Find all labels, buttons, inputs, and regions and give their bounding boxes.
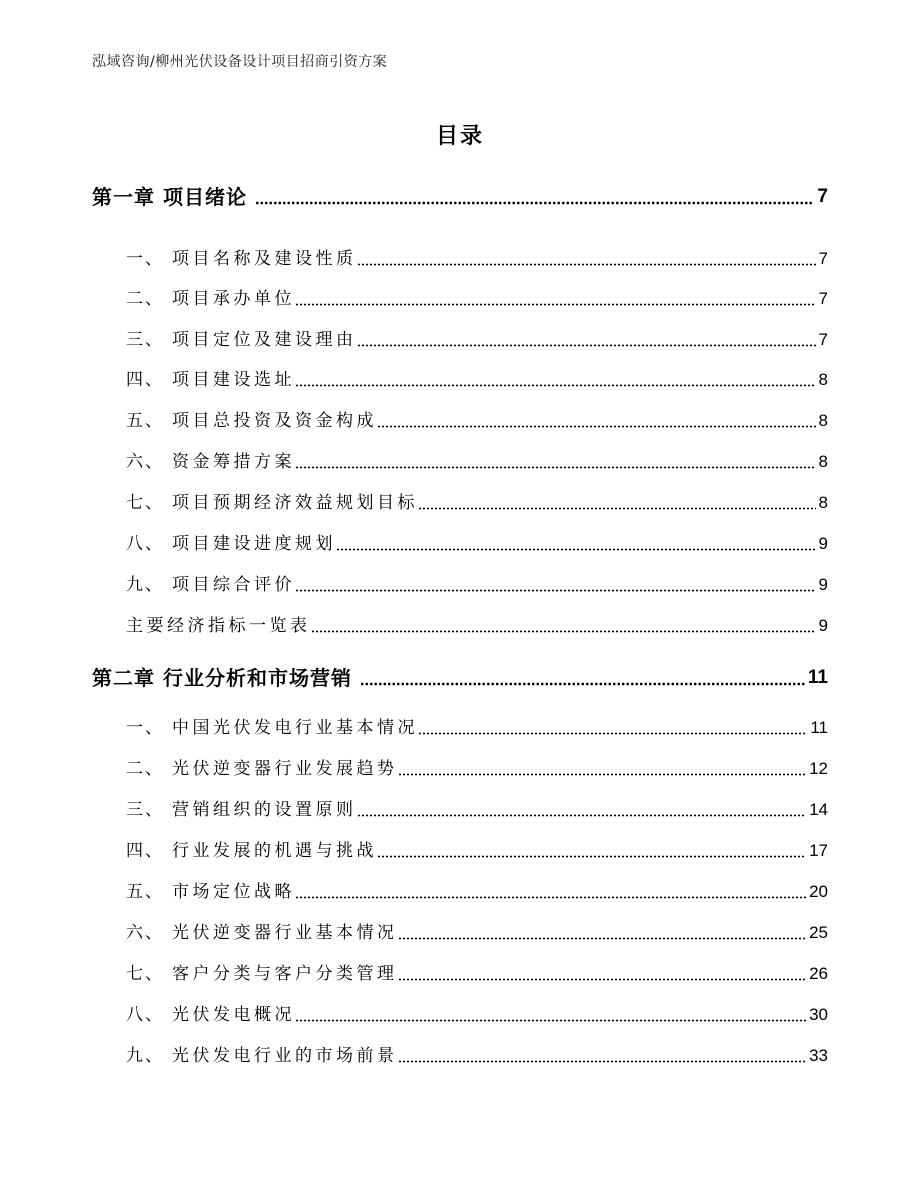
dot-leader	[255, 183, 814, 211]
entry-text: 光伏逆变器行业发展趋势	[172, 759, 398, 779]
dot-leader	[377, 839, 806, 863]
entry-number: 七、	[126, 493, 164, 513]
toc-entry	[126, 328, 828, 352]
entry-number: 四、	[126, 370, 164, 390]
toc-entry	[126, 614, 828, 638]
page-number: 33	[809, 1046, 828, 1065]
toc-entry	[126, 798, 828, 822]
entry-text: 中国光伏发电行业基本情况	[172, 718, 418, 738]
page-number: 12	[809, 759, 828, 778]
entry-text: 光伏发电概况	[172, 1005, 295, 1025]
page-number: 7	[818, 289, 828, 308]
page-header: 泓域咨询/柳州光伏设备设计项目招商引资方案	[92, 54, 388, 70]
entry-number: 二、	[126, 289, 164, 309]
dot-leader	[398, 757, 807, 781]
page-number: 8	[818, 493, 828, 512]
toc-entry	[126, 247, 828, 271]
toc-entry	[126, 1044, 828, 1068]
dot-leader	[357, 247, 816, 271]
entry-number: 九、	[126, 1046, 164, 1066]
toc-entry	[126, 716, 828, 740]
dot-leader	[357, 798, 807, 822]
toc-entry	[126, 962, 828, 986]
toc-chapter-2	[92, 664, 828, 692]
toc-entry	[126, 450, 828, 474]
dot-leader	[295, 287, 816, 311]
toc-entry	[126, 921, 828, 945]
dot-leader	[398, 921, 807, 945]
dot-leader	[336, 532, 816, 556]
page-number: 14	[809, 800, 828, 819]
entry-number: 七、	[126, 964, 164, 984]
entry-number: 四、	[126, 841, 164, 861]
dot-leader	[418, 716, 807, 740]
chapter-label: 第二章 行业分析和市场营销	[92, 666, 352, 690]
entry-text: 营销组织的设置原则	[172, 800, 357, 820]
dot-leader	[295, 1003, 806, 1027]
page-number: 7	[818, 330, 828, 349]
toc-entry	[126, 532, 828, 556]
dot-leader	[311, 614, 816, 638]
page-number: 17	[809, 841, 828, 860]
page-number: 7	[817, 186, 828, 207]
dot-leader	[418, 491, 816, 515]
page-number: 8	[818, 370, 828, 389]
dot-leader	[295, 880, 806, 904]
toc-entry	[126, 757, 828, 781]
entry-text: 客户分类与客户分类管理	[172, 964, 398, 984]
page-number: 26	[809, 964, 828, 983]
toc-entry	[126, 287, 828, 311]
toc-entry	[126, 491, 828, 515]
page-number: 30	[809, 1005, 828, 1024]
page-number: 11	[810, 718, 828, 737]
dot-leader	[377, 409, 816, 433]
entry-number: 三、	[126, 800, 164, 820]
page-number: 7	[818, 249, 828, 268]
page-number: 9	[818, 575, 828, 594]
entry-text: 项目承办单位	[172, 289, 295, 309]
page-number: 25	[809, 923, 828, 942]
dot-leader	[295, 450, 816, 474]
entry-number: 五、	[126, 882, 164, 902]
entry-text: 光伏发电行业的市场前景	[172, 1046, 398, 1066]
toc-entry	[126, 1003, 828, 1027]
entry-text: 项目综合评价	[172, 575, 295, 595]
toc-entry	[126, 409, 828, 433]
dot-leader	[360, 664, 805, 692]
page-number: 9	[818, 534, 828, 553]
toc-title: 目录	[435, 124, 484, 149]
toc-entry	[126, 573, 828, 597]
entry-number: 一、	[126, 718, 164, 738]
dot-leader	[398, 962, 807, 986]
entry-text: 行业发展的机遇与挑战	[172, 841, 377, 861]
entry-number: 二、	[126, 759, 164, 779]
dot-leader	[357, 328, 816, 352]
entry-number: 三、	[126, 330, 164, 350]
chapter-label: 第一章 项目绪论	[92, 185, 247, 209]
page-number: 9	[818, 616, 828, 635]
entry-number: 六、	[126, 452, 164, 472]
entry-text: 资金筹措方案	[172, 452, 295, 472]
page-number: 8	[818, 452, 828, 471]
toc-entry	[126, 880, 828, 904]
entry-text: 主要经济指标一览表	[126, 616, 311, 636]
page-number: 11	[807, 667, 828, 688]
entry-number: 八、	[126, 1005, 164, 1025]
entry-text: 项目名称及建设性质	[172, 249, 357, 269]
toc-entry	[126, 368, 828, 392]
entry-text: 市场定位战略	[172, 882, 295, 902]
entry-number: 八、	[126, 534, 164, 554]
page-number: 20	[809, 882, 828, 901]
entry-text: 项目定位及建设理由	[172, 330, 357, 350]
dot-leader	[295, 573, 816, 597]
entry-number: 五、	[126, 411, 164, 431]
dot-leader	[295, 368, 816, 392]
entry-text: 光伏逆变器行业基本情况	[172, 923, 398, 943]
toc-chapter-1	[92, 183, 828, 211]
entry-text: 项目预期经济效益规划目标	[172, 493, 418, 513]
entry-text: 项目建设进度规划	[172, 534, 336, 554]
entry-number: 九、	[126, 575, 164, 595]
toc-entry	[126, 839, 828, 863]
entry-text: 项目建设选址	[172, 370, 295, 390]
entry-text: 项目总投资及资金构成	[172, 411, 377, 431]
page-number: 8	[818, 411, 828, 430]
dot-leader	[398, 1044, 807, 1068]
entry-number: 六、	[126, 923, 164, 943]
entry-number: 一、	[126, 249, 164, 269]
